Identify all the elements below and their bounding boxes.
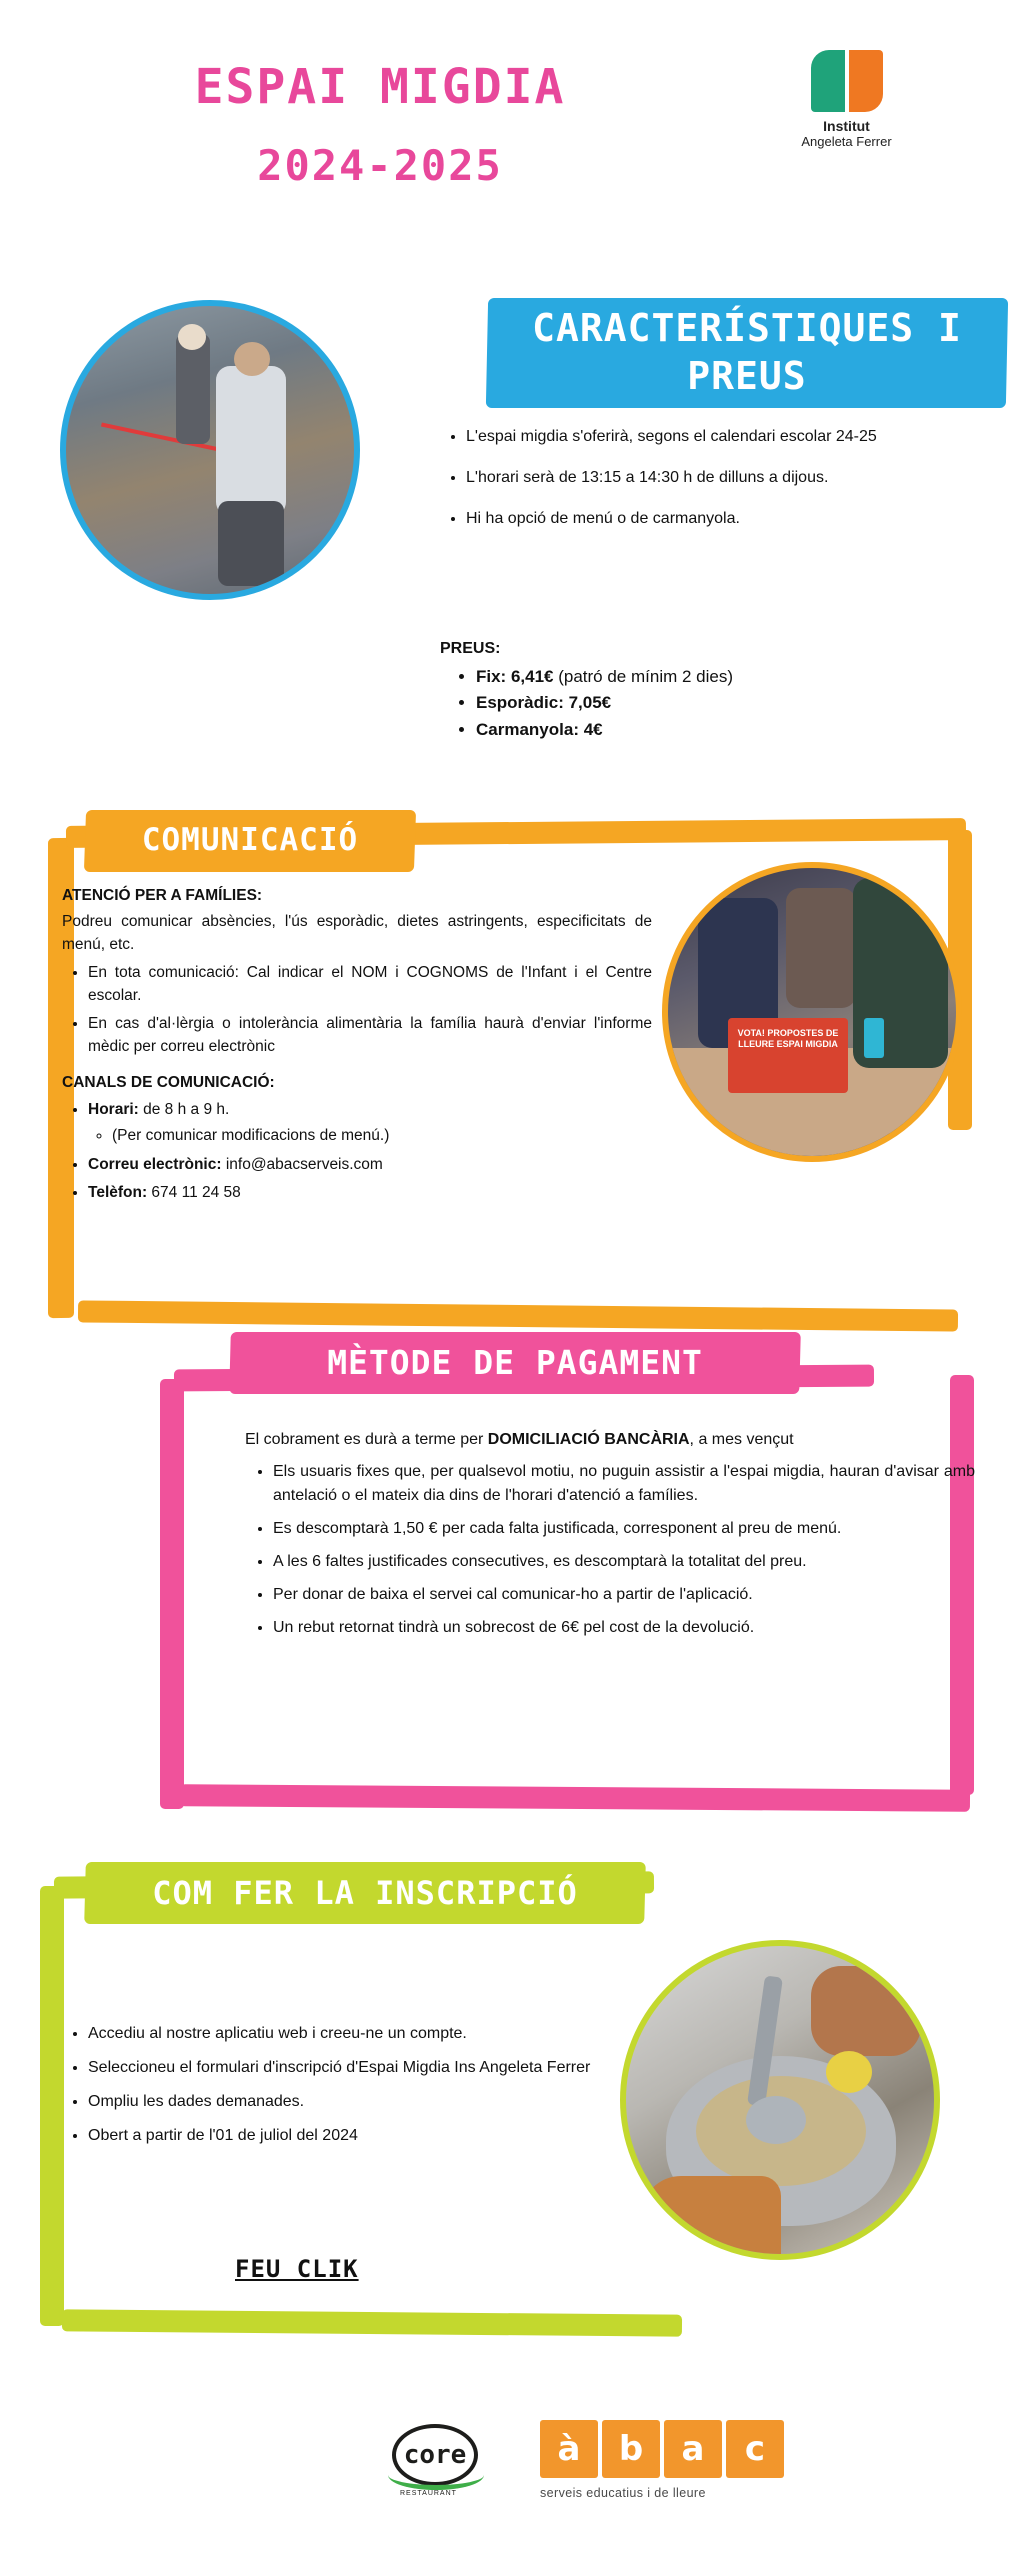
core-logo-text: core — [392, 2424, 478, 2486]
list-item: • Accediu al nostre aplicatiu web i creeu-ne un compte. — [88, 2022, 620, 2046]
photo-cuina — [620, 1940, 940, 2260]
abac-letter: b — [602, 2420, 660, 2478]
list-item: • Obert a partir de l'01 de juliol del 2024 — [88, 2124, 620, 2148]
abac-logo-letters — [540, 2420, 790, 2478]
pagament-frame-bottom — [180, 1784, 970, 1812]
pagament-bullets — [245, 1460, 975, 1640]
list-item — [476, 664, 960, 690]
list-item: • Es descomptarà 1,50 € per cada falta justificada, corresponent al preu de menú. — [273, 1517, 975, 1541]
pagament-banner-label: MÈTODE DE PAGAMENT — [327, 1343, 703, 1382]
photo-votacio-person-3 — [786, 888, 856, 1008]
list-item: • En cas d'al·lèrgia o intolerància alimentària la família haurà d'enviar l'informe mèdic per correu electrònic — [88, 1013, 652, 1058]
photo-votacio-ballot-text: VOTA! PROPOSTES DE LLEURE ESPAI MIGDIA — [737, 1028, 839, 1050]
photo-pati-person-2-head — [234, 342, 270, 376]
families-title: ATENCIÓ PER A FAMÍLIES: — [62, 887, 263, 904]
canals-list — [62, 1099, 652, 1205]
canal-subnote-list — [88, 1125, 652, 1147]
canal-value: 674 11 24 58 — [147, 1184, 241, 1202]
school-logo-marks — [779, 50, 914, 112]
core-logo — [392, 2424, 492, 2502]
list-item: • L'espai migdia s'oferirà, segons el calendari escolar 24-25 — [466, 425, 1000, 448]
list-item: • Hi ha opció de menú o de carmanyola. — [466, 507, 1000, 530]
photo-votacio — [662, 862, 962, 1162]
preu-label: Esporàdic: 7,05€ — [476, 693, 612, 713]
photo-cuina-hand-top — [811, 1966, 921, 2056]
list-item — [88, 1154, 652, 1176]
caracteristiques-bullets — [440, 425, 1000, 549]
photo-cuina-ladle-bowl — [746, 2096, 806, 2144]
canal-label: Telèfon: — [88, 1184, 148, 1202]
poster-header — [0, 60, 760, 190]
page-title: ESPAI MIGDIA — [194, 59, 566, 115]
core-logo-swoosh — [388, 2460, 484, 2490]
photo-cuina-hand-bottom — [641, 2176, 781, 2260]
photo-pati-person-2 — [216, 366, 286, 516]
school-logo — [779, 50, 914, 149]
list-item — [88, 1099, 652, 1148]
core-logo-tagline: RESTAURANT — [400, 2490, 457, 2497]
photo-pati-person-2-legs — [218, 501, 284, 586]
preu-label: Fix: 6,41€ — [476, 667, 554, 686]
list-item: • En tota comunicació: Cal indicar el NOM i COGNOMS de l'Infant i el Centre escolar. — [88, 962, 652, 1007]
preus-list — [440, 664, 960, 743]
inscripcio-banner-label: COM FER LA INSCRIPCIÓ — [152, 1874, 578, 1912]
list-item: • A les 6 faltes justificades consecutives, es descomptarà la totalitat del preu. — [273, 1550, 975, 1574]
comunicacio-body — [62, 885, 652, 1219]
preu-note: (patró de mínim 2 dies) — [553, 667, 734, 686]
list-item: • Ompliu les dades demanades. — [88, 2090, 620, 2114]
list-item — [476, 690, 960, 716]
photo-pati-person-1 — [176, 334, 210, 444]
photo-pati — [60, 300, 360, 600]
list-item: • Els usuaris fixes que, per qualsevol motiu, no puguin assistir a l'espai migdia, hauran d'avisar amb antelació o el mateix dia dins de l'horari d'atenció a famílies. — [273, 1460, 975, 1508]
school-logo-line1: Institut — [823, 118, 870, 134]
photo-pati-person-1-head — [178, 324, 206, 350]
pagament-intro-pre: El cobrament es durà a terme per — [245, 1431, 488, 1448]
caracteristiques-banner-label: CARACTERÍSTIQUES I PREUS — [532, 306, 962, 398]
list-item: ◦ (Per comunicar modificacions de menú.) — [112, 1125, 652, 1147]
inscripcio-frame-bottom — [62, 2309, 682, 2336]
abac-letter: à — [540, 2420, 598, 2478]
feu-clik-link[interactable]: FEU CLIK — [235, 2255, 359, 2283]
abac-logo — [540, 2420, 790, 2500]
families-bullets — [62, 962, 652, 1058]
list-item: • Un rebut retornat tindrà un sobrecost de 6€ pel cost de la devolució. — [273, 1616, 975, 1640]
inscripcio-body — [60, 2022, 620, 2158]
canal-value: info@abacserveis.com — [221, 1155, 383, 1173]
list-item — [88, 1182, 652, 1204]
pagament-intro — [245, 1428, 975, 1452]
logo-orange-shape — [849, 50, 883, 112]
photo-cuina-lemon — [826, 2051, 872, 2093]
abac-letter: c — [726, 2420, 784, 2478]
inscripcio-bullets — [60, 2022, 620, 2148]
pagament-intro-post: , a mes vençut — [689, 1431, 794, 1448]
footer-logos — [0, 2410, 1024, 2530]
abac-logo-caption: serveis educatius i de lleure — [540, 2486, 706, 2500]
logo-green-shape — [811, 50, 845, 112]
list-item — [476, 717, 960, 743]
pagament-intro-bold: DOMICILIACIÓ BANCÀRIA — [487, 1431, 690, 1448]
canal-label: Correu electrònic: — [88, 1155, 222, 1173]
canal-value: de 8 h a 9 h. — [138, 1100, 230, 1118]
pagament-body — [245, 1428, 975, 1649]
abac-letter: a — [664, 2420, 722, 2478]
preus-title: PREUS: — [440, 640, 501, 657]
list-item: • L'horari serà de 13:15 a 14:30 h de dilluns a dijous. — [466, 466, 1000, 489]
list-item: • Per donar de baixa el servei cal comunicar-ho a partir de l'aplicació. — [273, 1583, 975, 1607]
photo-votacio-cup — [864, 1018, 884, 1058]
preu-label: Carmanyola: 4€ — [476, 719, 603, 739]
page-subtitle: 2024-2025 — [257, 141, 503, 191]
school-logo-line2: Angeleta Ferrer — [801, 134, 892, 149]
canal-label: Horari: — [88, 1100, 139, 1118]
list-item: • Seleccioneu el formulari d'inscripció d'Espai Migdia Ins Angeleta Ferrer — [88, 2056, 620, 2080]
canals-title: CANALS DE COMUNICACIÓ: — [62, 1074, 275, 1092]
pagament-frame-left — [160, 1379, 184, 1809]
comunicacio-banner-label: COMUNICACIÓ — [141, 822, 359, 858]
comunicacio-frame-bottom — [78, 1300, 958, 1331]
families-intro: Podreu comunicar absències, l'ús esporàdic, dietes astringents, especificitats de menú, etc. — [62, 913, 652, 953]
